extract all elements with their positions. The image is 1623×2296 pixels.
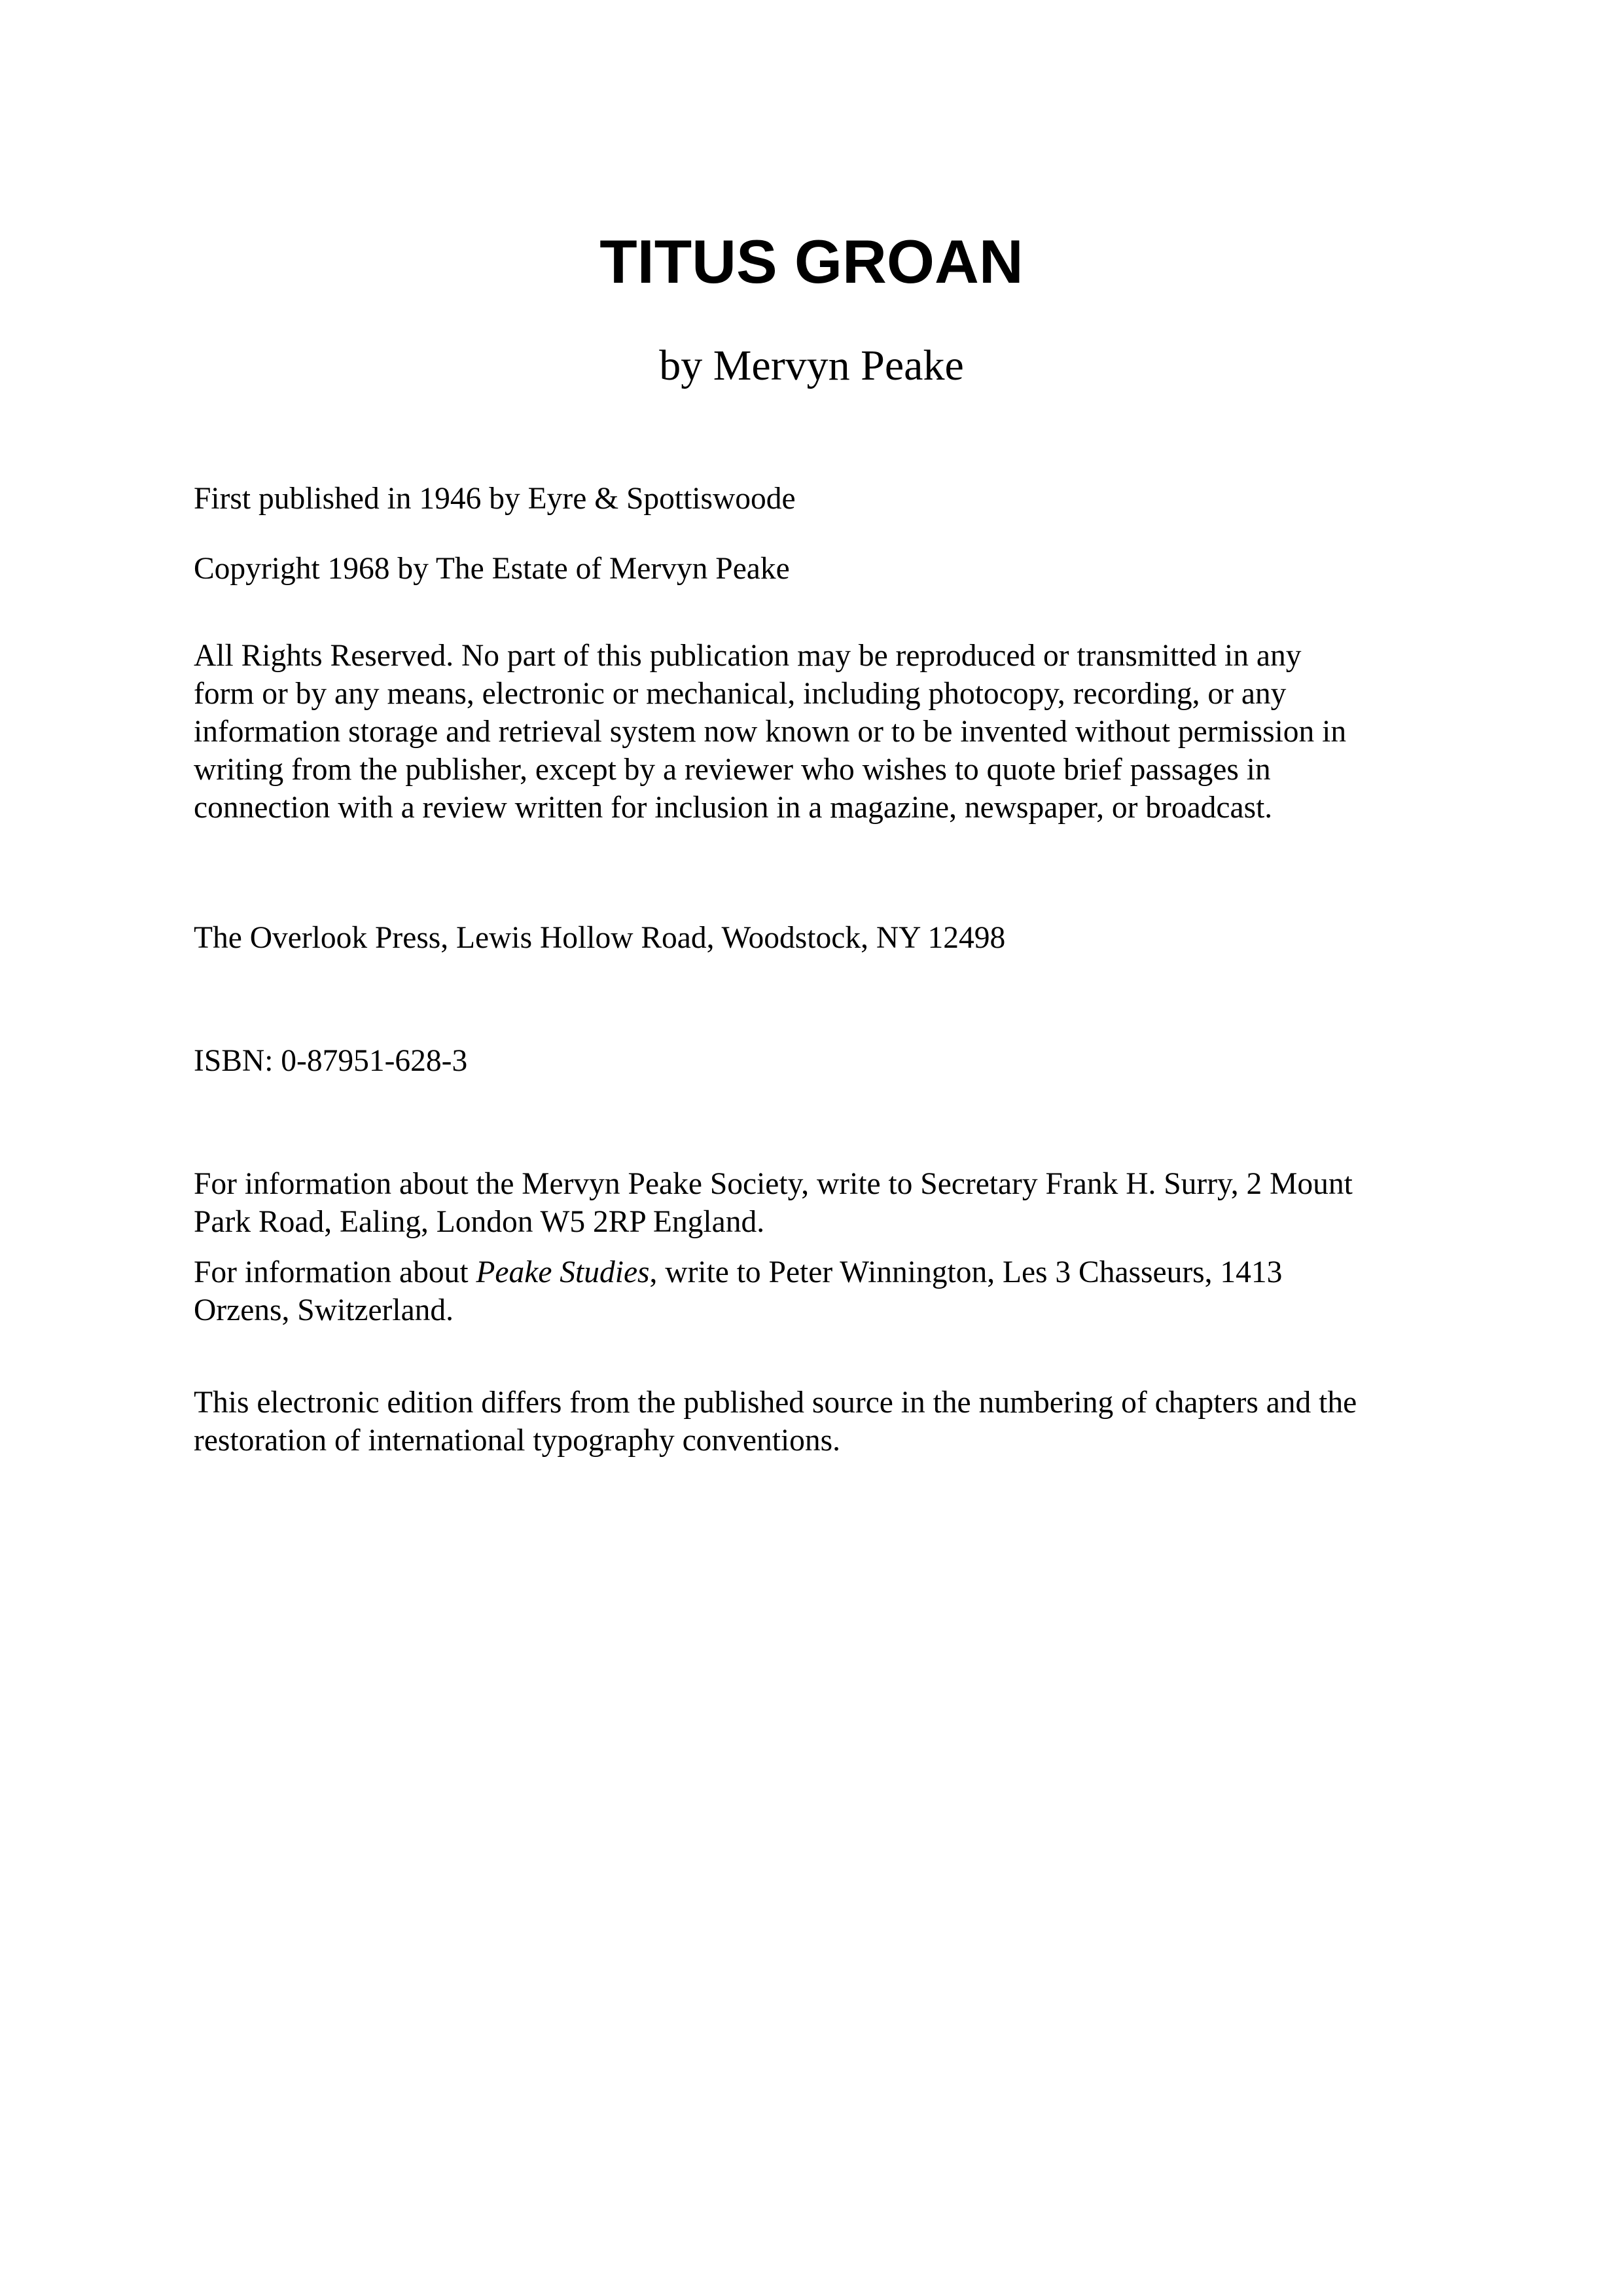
rights-line: connection with a review written for inclusion in a magazine, newspaper, or broadcast. — [194, 791, 1273, 825]
edition-note-line: This electronic edition differs from the published source in the numbering of chapters and the — [194, 1386, 1357, 1420]
rights-line: information storage and retrieval system now known or to be invented without permission in — [194, 715, 1347, 749]
studies-paragraph — [194, 1253, 1437, 1329]
rights-line: form or by any means, electronic or mechanical, including photocopy, recording, or any — [194, 677, 1287, 711]
first-published-line: First published in 1946 by Eyre & Spottiswoode — [194, 482, 796, 516]
author-line: by Mervyn Peake — [659, 342, 964, 389]
studies-prefix: For information about — [194, 1255, 476, 1289]
book-title: TITUS GROAN — [599, 227, 1024, 296]
studies-line: Orzens, Switzerland. — [194, 1293, 454, 1327]
society-line: For information about the Mervyn Peake Society, write to Secretary Frank H. Surry, 2 Mount — [194, 1167, 1353, 1201]
studies-suffix: , write to Peter Winnington, Les 3 Chasseurs, 1413 — [649, 1255, 1283, 1289]
publisher-address: The Overlook Press, Lewis Hollow Road, Woodstock, NY 12498 — [194, 921, 1006, 955]
journal-title: Peake Studies — [476, 1255, 650, 1289]
edition-note-paragraph — [194, 1384, 1437, 1460]
copyright-line: Copyright 1968 by The Estate of Mervyn Peake — [194, 552, 790, 586]
isbn-line: ISBN: 0-87951-628-3 — [194, 1044, 468, 1078]
society-line: Park Road, Ealing, London W5 2RP England. — [194, 1205, 765, 1239]
studies-line — [194, 1253, 1437, 1291]
rights-line: writing from the publisher, except by a reviewer who wishes to quote brief passages in — [194, 753, 1271, 787]
rights-paragraph — [194, 637, 1437, 827]
edition-note-line: restoration of international typography conventions. — [194, 1424, 841, 1458]
society-paragraph — [194, 1165, 1437, 1241]
rights-line: All Rights Reserved. No part of this publication may be reproduced or transmitted in any — [194, 639, 1302, 673]
